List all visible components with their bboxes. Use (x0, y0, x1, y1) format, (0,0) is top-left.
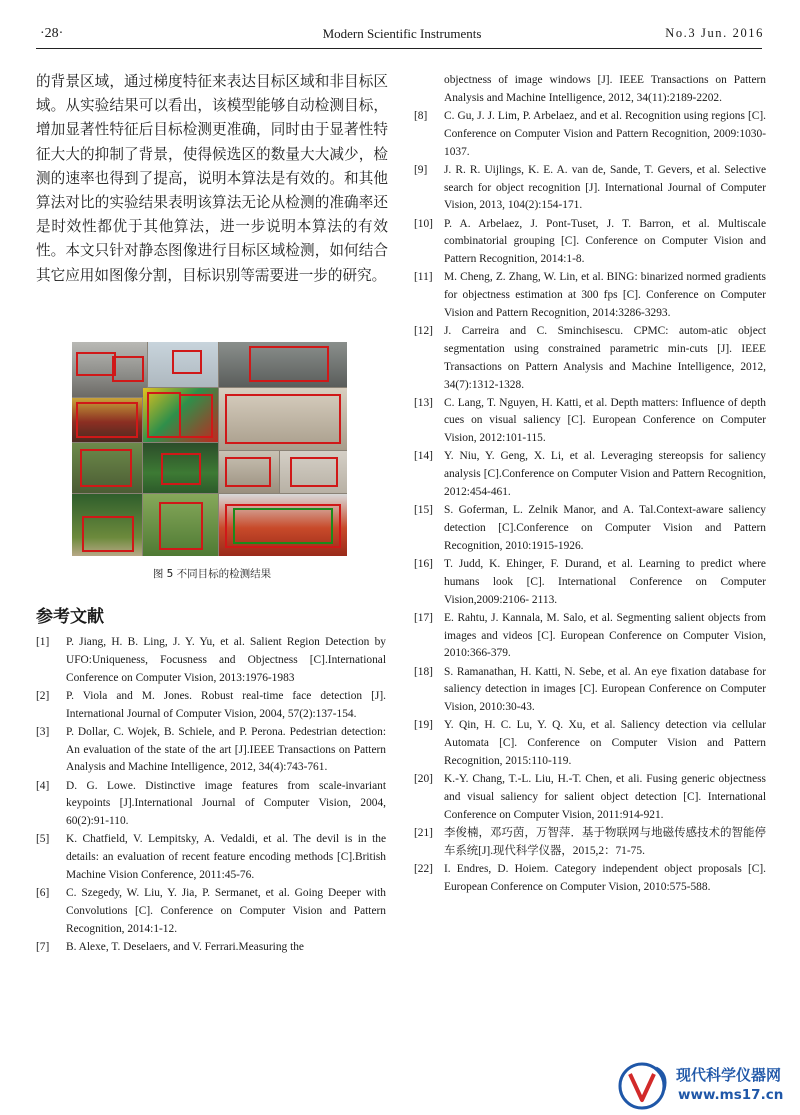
issue-info: No.3 Jun. 2016 (665, 26, 764, 40)
figure-tile-horse (72, 443, 142, 493)
reference-item: [20] K.-Y. Chang, T.-L. Liu, H.-T. Chen, et ali. Fusing generic objectness and visual saliency for salient object detection [C]. International Conference on Computer Vision, 2011:914-921. (414, 773, 766, 821)
figure-tile-parrots (143, 388, 218, 442)
figure-caption: 图 5 不同目标的检测结果 (152, 568, 272, 580)
reference-item: [9] J. R. R. Uijlings, K. E. A. van de, Sande, T. Gevers, et al. Selective search for object recognition [J]. International Journal of Computer Vision, 2013, 104(2):154-171. (414, 163, 766, 212)
figure-detection-results (72, 342, 347, 556)
page-header (40, 22, 764, 46)
page-number: ·28· (40, 26, 64, 41)
reference-item: [18] S. Ramanathan, H. Katti, N. Sebe, et al. An eye fixation database for saliency detection in images [C]. European Conference on Computer Vision, 2010:30-43. (414, 665, 766, 714)
body-paragraph: 的背景区域，通过梯度特征来表达目标区域和非目标区域。从实验结果可以看出，该模型能够自动检测目标，增加显著性特征后目标检测更准确，同时由于显著性特征大大的抑制了背景，使得候选区的数量大大减少，检测的速率也得到了提高，说明本算法是有效的。和其他算法对比的实验结果表明该算法无论从检测的准确率还是时效性都优于其他算法，进一步说明本算法的有效性。本文只针对静态图像进行目标区域检测，如何结合其它应用如图像分割，目标识别等需要进一步的研究。 (36, 73, 388, 284)
detection-box (82, 516, 134, 552)
reference-item: [13] C. Lang, T. Nguyen, H. Katti, et al. Depth matters: Influence of depth cues on visual saliency [C]. European Conference on Computer Vision, 2012:101-115. (414, 396, 766, 445)
watermark-site-name: 现代科学仪器网 (676, 1066, 782, 1084)
references-list-right (414, 72, 766, 897)
reference-item: [15] S. Goferman, L. Zelnik Manor, and A. Tal.Context-aware saliency detection [C].Conference on Computer Vision and Pattern Recognition, 2010:1915-1926. (414, 504, 766, 552)
detection-box (147, 392, 181, 438)
detection-box (159, 502, 203, 550)
instrument-logo-icon (616, 1060, 670, 1112)
detection-box (80, 449, 132, 487)
figure-tile-race-car (219, 494, 347, 556)
detection-box (76, 402, 138, 438)
reference-item: [14] Y. Niu, Y. Geng, X. Li, et al. Leveraging stereopsis for saliency analysis [C].Conference on Computer Vision and Pattern Recognition, 2012:454-461. (414, 450, 766, 499)
references-list-left (36, 634, 386, 957)
reference-item: [12] J. Carreira and C. Sminchisescu. CPMC: autom-atic object segmentation using constrained parametric min-cuts [J]. IEEE Transactions on Pattern Analysis and Machine Intelligence, 2012, 34(7):1312-1328. (414, 325, 766, 391)
figure-tile-goat (219, 451, 279, 493)
figure-tile-bonsai (72, 494, 142, 556)
reference-item: [21] 李俊楠，邓巧茵，万智萍．基于物联网与地磁传感技术的智能停车系统[J].现代科学仪器，2015,2：71-75. (414, 826, 766, 857)
detection-box (233, 508, 333, 544)
detection-box (112, 356, 144, 382)
reference-item: [8] C. Gu, J. J. Lim, P. Arbelaez, and et al. Recognition using regions [C]. Conference on Computer Vision and Pattern Recognition, 2009:1030-1037. (414, 109, 766, 158)
watermark-logo (616, 1060, 794, 1112)
reference-item: [4] D. G. Lowe. Distinctive image features from scale-invariant keypoints [J].International Journal of Computer Vision, 2004, 60(2):91-110. (36, 779, 386, 828)
detection-box (225, 457, 271, 487)
reference-item-continued: objectness of image windows [J]. IEEE Transactions on Pattern Analysis and Machine Intelligence, 2012, 34(11):2189-2202. (444, 74, 766, 104)
reference-item: [11] M. Cheng, Z. Zhang, W. Lin, et al. BING: binarized normed gradients for objectness estimation at 300 fps [C]. Conference on Computer Vision and Pattern Recognition, 2014:3286-3293. (414, 271, 766, 319)
reference-item: [2] P. Viola and M. Jones. Robust real-time face detection [J]. International Journal of Computer Vision, 2004, 57(2):137-154. (36, 689, 386, 720)
reference-item: [7] B. Alexe, T. Deselaers, and V. Ferrari.Measuring the (36, 940, 304, 953)
detection-box (225, 394, 341, 444)
detection-box (249, 346, 329, 382)
detection-box (172, 350, 202, 374)
detection-box (76, 352, 116, 376)
reference-item: [1] P. Jiang, H. B. Ling, J. Y. Yu, et al. Salient Region Detection by UFO:Uniqueness, Focusness and Objectness [C].International Conference on Computer Vision, 2013:1976-1983 (36, 636, 386, 684)
reference-item: [22] I. Endres, D. Hoiem. Category independent object proposals [C]. European Conference on Computer Vision, 2010:575-588. (414, 862, 766, 893)
journal-title: Modern Scientific Instruments (322, 26, 482, 41)
reference-item: [3] P. Dollar, C. Wojek, B. Schiele, and P. Perona. Pedestrian detection: An evaluation of the state of the art [J].IEEE Transactions on Pattern Analysis and Machine Intelligence, 2012, 34(4):743-761. (36, 725, 386, 774)
left-column (36, 70, 388, 288)
figure-tile-bird-sky (148, 342, 218, 387)
reference-item: [16] T. Judd, K. Ehinger, F. Durand, et al. Learning to predict where humans look [C]. International Conference on Computer Vision,2009:2106- 2113. (414, 558, 766, 606)
reference-item: [19] Y. Qin, H. C. Lu, Y. Q. Xu, et al. Saliency detection via cellular Automata [C]. Conference on Computer Vision and Pattern Recognition, 2015:110-119. (414, 719, 766, 767)
figure-tile-cars (72, 342, 147, 397)
detection-box (179, 394, 213, 438)
reference-item: [10] P. A. Arbelaez, J. Pont-Tuset, J. T. Barron, et al. Multiscale combinatorial grouping [C]. Conference on Computer Vision and Pattern Recognition, 2014:1-8. (414, 217, 766, 266)
figure-tile-train (72, 398, 142, 442)
figure-tile-cow (143, 494, 218, 556)
figure-tile-bicycle (219, 388, 347, 450)
references-heading: 参考文献 (36, 607, 104, 627)
figure-tile-rolls-royce (219, 342, 347, 387)
header-rule (36, 48, 762, 49)
figure-tile-plover (280, 451, 347, 493)
figure-tile-barn (143, 443, 218, 493)
reference-item: [5] K. Chatfield, V. Lempitsky, A. Vedaldi, et al. The devil is in the details: an evaluation of recent feature encoding methods [C].British Machine Vision Conference, 2011:45-76. (36, 833, 386, 881)
detection-box (161, 453, 201, 485)
reference-item: [6] C. Szegedy, W. Liu, Y. Jia, P. Sermanet, et al. Going Deeper with Convolutions [C]. Conference on Computer Vision and Pattern Recognition, 2014:1-12. (36, 887, 386, 935)
watermark-url: www.ms17.cn (678, 1087, 784, 1103)
detection-box (290, 457, 338, 487)
reference-item: [17] E. Rahtu, J. Kannala, M. Salo, et al. Segmenting salient objects from images and videos [C]. European Conference on Computer Vision, 2010:366-379. (414, 611, 766, 660)
